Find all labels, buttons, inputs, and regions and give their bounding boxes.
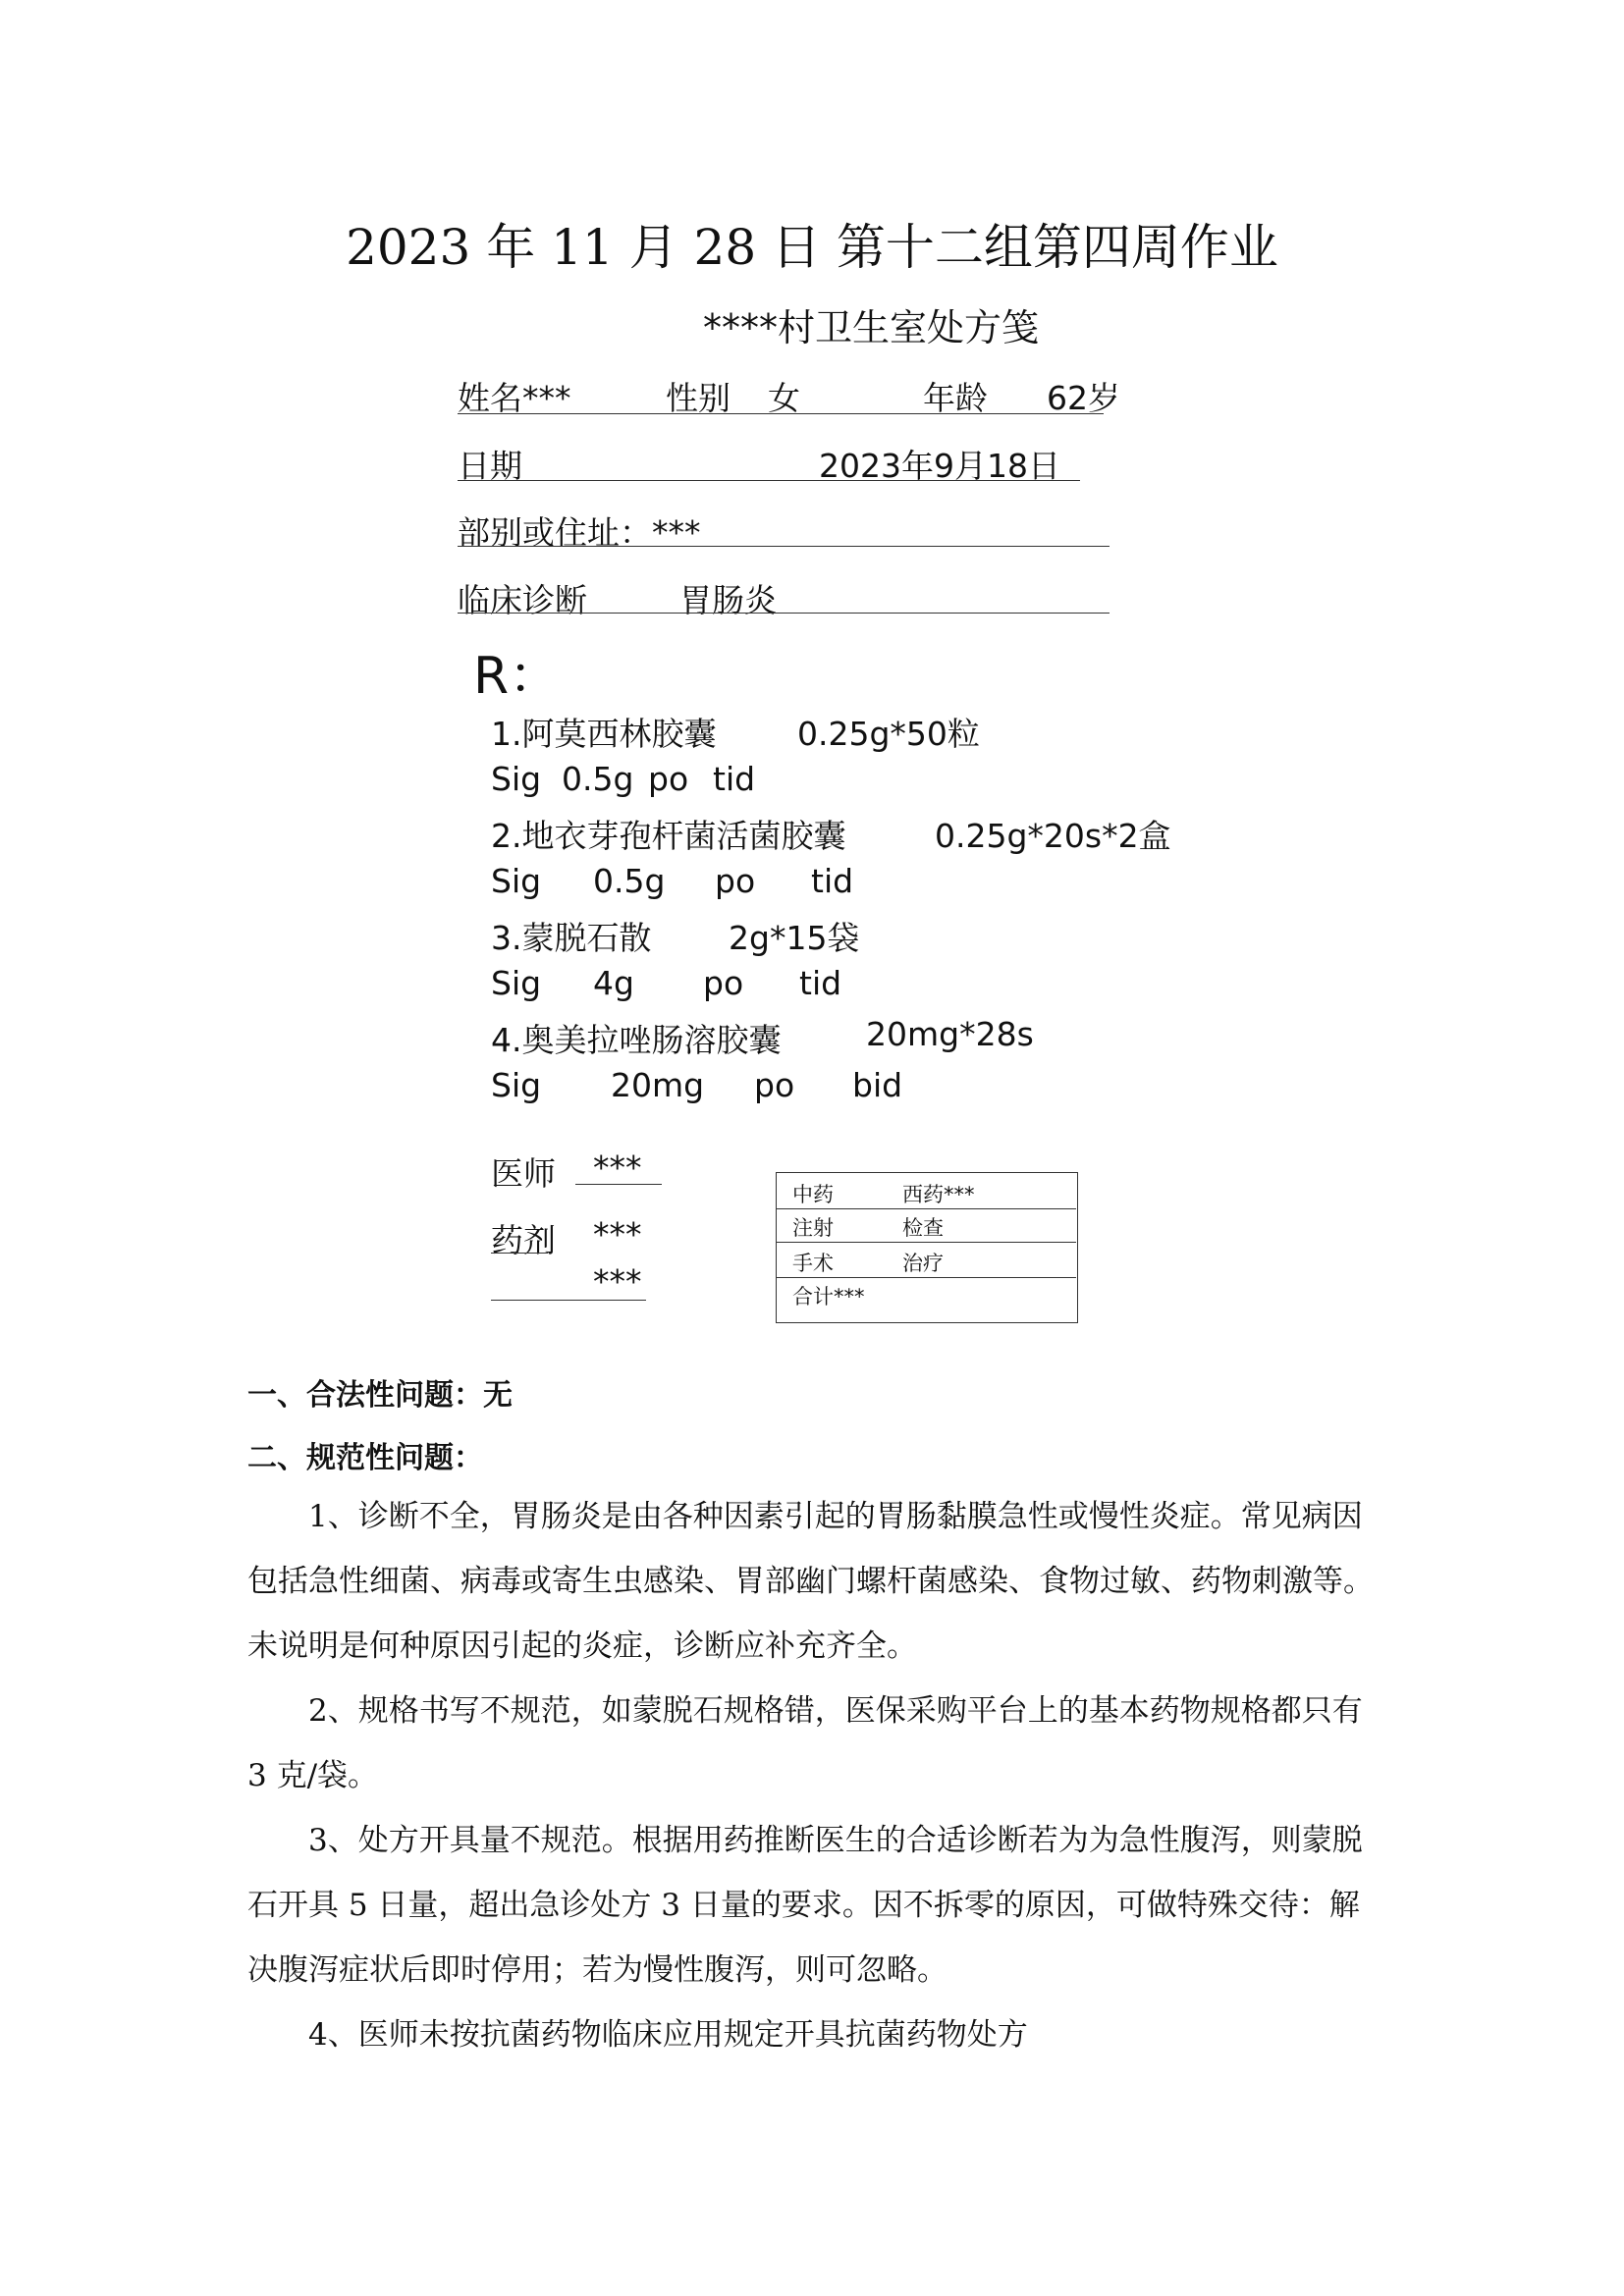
analysis-point-text: 3、处方开具量不规范。根据用药推断医生的合适诊断若为为急性腹泻，则蒙脱石开具 5 日量，超出急诊处方 3 日量的要求。因不拆零的原因，可做特殊交待：解决腹泻症状后即时停用；若为慢性腹泻，则可忽略。	[247, 1823, 1363, 1988]
drug-route: po	[648, 760, 689, 798]
underline-doctor	[575, 1184, 662, 1185]
diagnosis-label: 临床诊断	[458, 581, 587, 619]
fee-xiyao: 西药***	[902, 1183, 975, 1206]
rx-symbol: R：	[473, 647, 561, 706]
drug-name: 3.蒙脱石散	[491, 919, 652, 957]
date-label: 日期	[458, 447, 522, 485]
drug-sig: Sig	[491, 1066, 542, 1104]
analysis-point	[247, 1808, 1386, 2002]
underline-pharmacy	[491, 1300, 646, 1301]
drug-freq: bid	[852, 1066, 903, 1104]
drug-route: po	[703, 964, 744, 1002]
underline-pharmacy-label	[491, 1253, 548, 1254]
underline-diagnosis	[458, 613, 1110, 614]
analysis-point	[247, 2002, 1386, 2067]
doctor-label: 医师	[491, 1154, 556, 1193]
drug-freq: tid	[811, 862, 854, 900]
drug-spec: 20mg*28s	[866, 1015, 1034, 1053]
analysis-point	[247, 1679, 1386, 1808]
drug-dose: 0.5g	[562, 760, 634, 798]
drug-name: 2.地衣芽孢杆菌活菌胶囊	[491, 817, 846, 855]
fee-zhiliao: 治疗	[902, 1252, 944, 1275]
doctor-value: ***	[593, 1148, 642, 1187]
drug-freq: tid	[713, 760, 756, 798]
drug-name: 1.阿莫西林胶囊	[491, 715, 717, 753]
fee-shoushu: 手术	[792, 1252, 834, 1275]
gender-label: 性别	[666, 379, 731, 417]
drug-route: po	[715, 862, 756, 900]
analysis-point-text: 2、规格书写不规范，如蒙脱石规格错，医保采购平台上的基本药物规格都只有 3 克/袋。	[247, 1693, 1363, 1793]
drug-dose: 20mg	[611, 1066, 705, 1104]
drug-freq: tid	[799, 964, 842, 1002]
pharmacy-label: 药剂	[491, 1221, 556, 1259]
drug-route: po	[754, 1066, 795, 1104]
pharmacy-value-2: ***	[593, 1262, 642, 1301]
underline-address	[458, 546, 1110, 547]
analysis-point-text: 4、医师未按抗菌药物临床应用规定开具抗菌药物处方	[308, 2017, 1028, 2053]
drug-sig: Sig	[491, 862, 542, 900]
underline-patient	[458, 413, 1104, 414]
drug-sig: Sig	[491, 964, 542, 1002]
address: 部别或住址：***	[458, 513, 701, 552]
drug-dose: 0.5g	[593, 862, 666, 900]
underline-date	[458, 480, 1080, 481]
gender-value: 女	[768, 379, 800, 417]
fee-heji: 合计***	[792, 1285, 865, 1308]
standard-heading: 二、规范性问题：	[247, 1441, 483, 1475]
drug-spec: 0.25g*20s*2盒	[935, 817, 1171, 855]
age-value: 62岁	[1047, 379, 1120, 417]
date-value: 2023年9月18日	[819, 447, 1060, 485]
prescription-header: ****村卫生室处方笺	[703, 306, 1040, 349]
fee-table	[776, 1172, 1078, 1323]
patient-name: 姓名***	[458, 379, 571, 417]
drug-name: 4.奥美拉唑肠溶胶囊	[491, 1021, 782, 1059]
analysis-point-text: 1、诊断不全，胃肠炎是由各种因素引起的胃肠黏膜急性或慢性炎症。常见病因包括急性细菌、病毒或寄生虫感染、胃部幽门螺杆菌感染、食物过敏、药物刺激等。未说明是何种原因引起的炎症，诊断应补充齐全。	[247, 1499, 1374, 1664]
fee-table-divider	[777, 1277, 1076, 1278]
fee-table-divider	[777, 1208, 1076, 1209]
drug-sig: Sig	[491, 760, 542, 798]
drug-spec: 0.25g*50粒	[797, 715, 980, 753]
legality-heading: 一、合法性问题：无	[247, 1378, 513, 1413]
age-label: 年龄	[923, 379, 988, 417]
fee-zhushe: 注射	[792, 1216, 834, 1240]
fee-jiancha: 检查	[902, 1216, 944, 1240]
fee-zhongyao: 中药	[792, 1183, 834, 1206]
diagnosis-value: 胃肠炎	[679, 581, 777, 619]
drug-dose: 4g	[593, 964, 634, 1002]
fee-table-divider	[777, 1242, 1076, 1243]
pharmacy-value: ***	[593, 1215, 642, 1254]
drug-spec: 2g*15袋	[729, 919, 860, 957]
analysis-point	[247, 1484, 1386, 1679]
document-title: 2023 年 11 月 28 日 第十二组第四周作业	[346, 219, 1278, 276]
